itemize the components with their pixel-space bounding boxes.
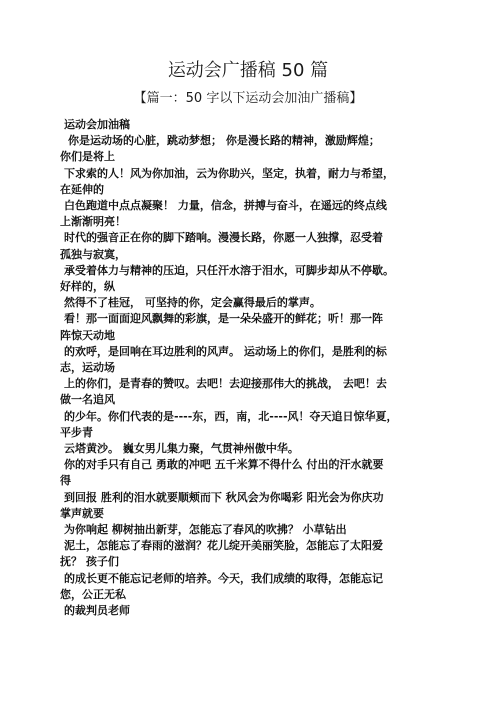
body-line: 为你响起 柳树抽出新芽，怎能忘了春风的吹拂？ 小草钻出 — [64, 523, 347, 537]
body-line: 平步青 — [60, 425, 93, 439]
document-subtitle: 【篇一：50 字以下运动会加油广播稿】 — [133, 91, 363, 106]
body-line: 的成长更不能忘记老师的培养。今天，我们成绩的取得，怎能忘记 — [64, 571, 383, 585]
body-line: 阵惊天动地 — [60, 328, 115, 342]
body-line: 上渐渐明亮！ — [60, 215, 126, 229]
body-line: 的少年。你们代表的是----东，西，南，北----风！夺天追日惊华夏， — [64, 409, 398, 423]
body-line: 时代的强音正在你的脚下踏响。漫漫长路，你愿一人独撑，忍受着 — [64, 231, 383, 245]
body-line: 孤独与寂寞， — [60, 247, 126, 261]
body-line: 的欢呼，是回响在耳边胜利的风声。 运动场上的你们，是胜利的标 — [64, 344, 387, 358]
body-line: 志，运动场 — [60, 361, 115, 375]
body-line: 白色跑道中点点凝聚！ 力量，信念，拼搏与奋斗，在遥远的终点线 — [64, 199, 387, 213]
body-line: 您，公正无私 — [60, 587, 126, 601]
body-line: 运动会加油稿 — [64, 118, 130, 131]
body-line: 做一名追风 — [60, 393, 115, 407]
body-line: 好样的，纵 — [60, 280, 115, 294]
body-line: 你是运动场的心脏，跳动梦想； 你是漫长路的精神，激励辉煌； — [68, 134, 380, 148]
body-line: 上的你们，是青春的赞叹。去吧！去迎接那伟大的挑战， 去吧！去 — [64, 377, 387, 391]
document-body — [60, 117, 440, 619]
body-line: 承受着体力与精神的压迫，只任汗水溶于泪水，可脚步却从不停歇。 — [64, 263, 394, 277]
body-line: 的裁判员老师 — [64, 604, 130, 618]
document-title: 运动会广播稿 50 篇 — [167, 60, 329, 81]
body-line: 看！那一面面迎风飘舞的彩旗，是一朵朵盛开的鲜花；听！那一阵 — [64, 312, 383, 326]
body-line: 然得不了桂冠， 可坚持的你，定会赢得最后的掌声。 — [64, 296, 321, 310]
body-line: 下求索的人！风为你加油，云为你助兴，坚定，执着，耐力与希望， — [64, 166, 394, 180]
body-line: 掌声就要 — [60, 506, 104, 520]
body-line: 得 — [60, 474, 71, 488]
body-line: 泥土，怎能忘了春雨的滋润？花儿绽开美丽笑脸，怎能忘了太阳爱 — [64, 539, 383, 553]
body-line: 云塔黄沙。 巍女男儿集力聚，气贯神州傲中华。 — [64, 442, 299, 456]
body-line: 你的对手只有自己 勇敢的冲吧 五千米算不得什么 付出的汗水就要 — [64, 458, 384, 472]
body-line: 你们是将上 — [60, 150, 115, 164]
body-line: 在延伸的 — [60, 182, 104, 196]
body-line: 到回报 胜利的泪水就要顺颊而下 秋风会为你喝彩 阳光会为你庆功 — [64, 490, 384, 504]
body-line: 抚？ 孩子们 — [60, 555, 119, 569]
